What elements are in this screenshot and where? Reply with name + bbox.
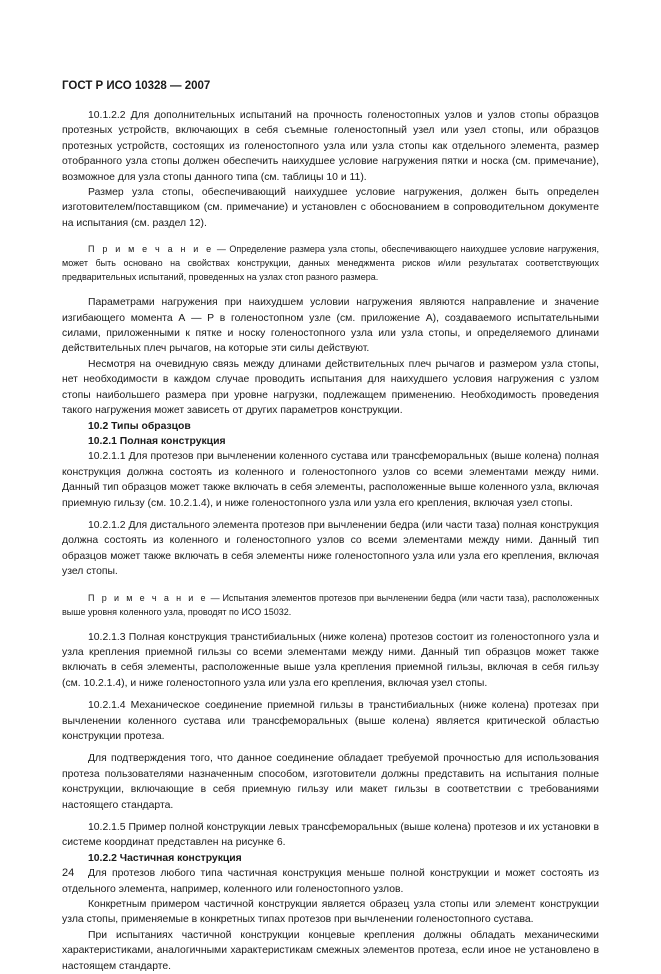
paragraph: 10.2.1.2 Для дистального элемента протезов при вычленении бедра (или части таза) полная конструкция должна состоять из коленного и голеностопного узлов со всеми элементами между ними. Данный тип образцов может также включать в себя элементы ниже голеностопного узла или узла его крепления, включая узел стопы.	[62, 519, 599, 578]
paragraph: 10.2.1.3 Полная конструкция транстибиальных (ниже колена) протезов состоит из голеностопного узла и узла крепления приемной гильзы со всеми элементами между ними. Данный тип образцов может также включать в себя элементы, расположенные выше узла крепления приемной гильзы, включая в себя гильзу (см. 10.2.1.4), и ниже голеностопного узла или узла его крепления, включая узел стопы.	[62, 631, 599, 689]
note	[62, 242, 599, 284]
note-text: — Испытания элементов протезов при вычленении бедра (или части таза), расположенных выше уровня коленного узла, проводят по ИСО 15032.	[62, 592, 599, 617]
paragraph: 10.2.1.1 Для протезов при вычленении коленного сустава или трансфеморальных (выше колена) полная конструкция должна состоять из коленного и голеностопного узлов со всеми элементами между ними. Данный тип образцов может также включать в себя элементы, расположенные выше коленного узла, включая приемную гильзу (см. 10.2.1.4), и ниже голеностопного узла или узла его крепления, включая узел стопы.	[62, 451, 599, 509]
paragraph: Размер узла стопы, обеспечивающий наихудшее условие нагружения, должен быть определен изготовителем/поставщиком (см. примечание) и установлен с обоснованием в сопроводительном документе на испытания (см. раздел 12).	[62, 187, 599, 229]
document-body	[62, 108, 599, 974]
section-heading: 10.2 Типы образцов	[88, 420, 191, 432]
page-number: 24	[62, 867, 75, 879]
paragraph: Для подтверждения того, что данное соединение обладает требуемой прочностью для использования протеза пользователями назначенным способом, изготовители должны представить на испытания полные конструкции, включающие в себя приемную гильзу или макет гильзы в соответствии с требованиями настоящего стандарта.	[62, 753, 599, 811]
paragraph: Параметрами нагружения при наихудшем условии нагружения являются направление и значение изгибающего момента А — Р в голеностопном узле (см. приложение А), создаваемого испытательными силами, приложенными к пятке и носку голеностопного узла или узла стопы, и определяемого длинами действительных плеч рычагов, на которые эти силы действуют.	[62, 297, 599, 355]
note-label: П р и м е ч а н и е	[88, 244, 214, 255]
subsection-heading: 10.2.1 Полная конструкция	[88, 435, 226, 447]
paragraph: Конкретным примером частичной конструкции является образец узла стопы или элемент конструкции узла стопы, применяемые в конкретных типах протезов при вычленении голеностопного сустава.	[62, 899, 599, 926]
paragraph: 10.1.2.2 Для дополнительных испытаний на прочность голеностопных узлов и узлов стопы образцов протезных устройств, включающих в себя съемные голеностопный узел или узел стопы, или образцов протезных устройств, состоящих из голеностопного узла или узла стопы как отдельного элемента, размер отобранного узла стопы должен обеспечить наихудшее условие нагружения пятки и носка (см. примечание), возможное для узла стопы данного типа (см. таблицы 10 и 11).	[62, 110, 599, 183]
paragraph: Несмотря на очевидную связь между длинами действительных плеч рычагов и размером узла стопы, нет необходимости в каждом случае проводить испытания для наихудшего условия нагружения с узлом стопы наибольшего размера при уровне нагрузки, подлежащем применению. Необходимость проведения такого нагружения может зависеть от других параметров конструкции.	[62, 358, 599, 417]
paragraph: При испытаниях частичной конструкции концевые крепления должны обладать механическими характеристиками, аналогичными характеристикам смежных элементов протеза, если иное не установлено в настоящем стандарте.	[62, 929, 599, 972]
note-label: П р и м е ч а н и е	[88, 592, 208, 603]
paragraph: 10.2.1.4 Механическое соединение приемной гильзы в транстибиальных (ниже колена) протезах при вычленении коленного сустава или трансфеморальных (выше колена) является критической областью конструкции протеза.	[62, 700, 599, 742]
paragraph: 10.2.1.5 Пример полной конструкции левых трансфеморальных (выше колена) протезов и их установки в системе координат представлен на рисунке 6.	[62, 822, 599, 849]
document-header: ГОСТ Р ИСО 10328 — 2007	[62, 80, 211, 92]
note	[62, 591, 599, 619]
subsection-heading: 10.2.2 Частичная конструкция	[88, 852, 242, 864]
paragraph: Для протезов любого типа частичная конструкция меньше полной конструкции и может состоять из отдельного элемента, например, коленного или голеностопного узлов.	[62, 868, 599, 895]
note-text: — Определение размера узла стопы, обеспечивающего наихудшее условие нагружения, может быть основано на свойствах конструкции, данных менеджмента рисков и/или результатах соответствующих предварительных испытаний, проведенных на узлах стоп разного размера.	[62, 244, 599, 283]
